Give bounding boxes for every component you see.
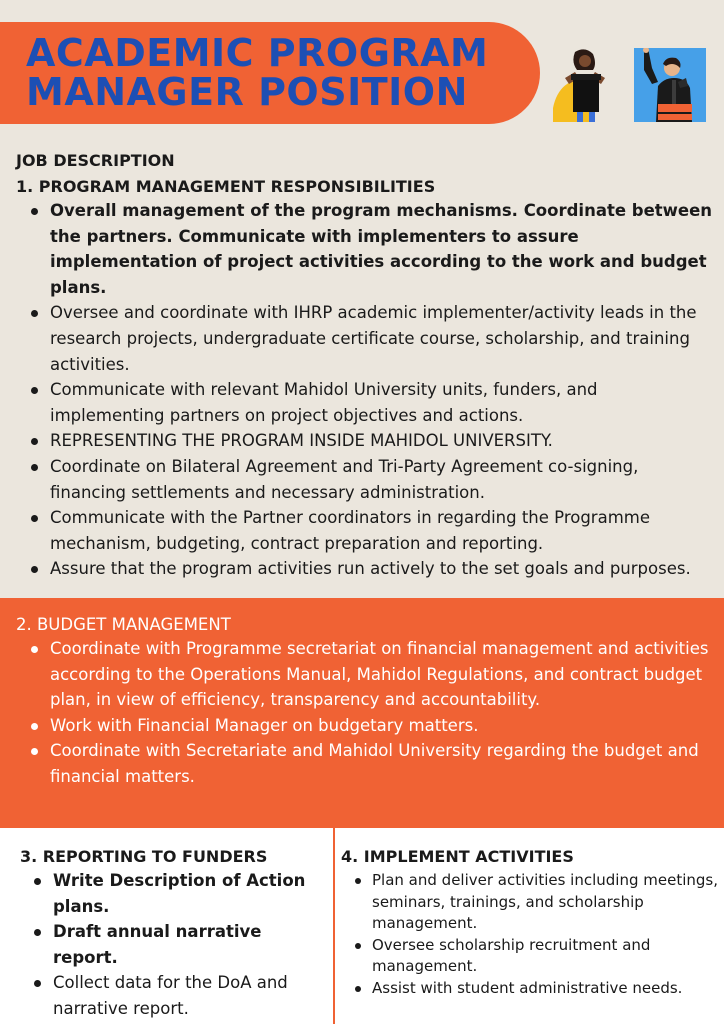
list-item: Oversee scholarship recruitment and management. bbox=[353, 935, 721, 978]
list-item: Coordinate with Programme secretariat on financial management and activities according to the Operations Manual, Mahidol Regulations, and contract budget plan, in view of efficiency, transparency and accountability. bbox=[29, 636, 724, 713]
title-line-2: MANAGER POSITION bbox=[26, 70, 468, 114]
title-line-1: ACADEMIC PROGRAM bbox=[26, 31, 489, 75]
section3-title: 3. REPORTING TO FUNDERS bbox=[20, 847, 268, 866]
section-reporting-to-funders bbox=[20, 846, 328, 1022]
list-item: Collect data for the DoA and narrative report. bbox=[32, 970, 328, 1021]
list-item: Work with Financial Manager on budgetary matters. bbox=[29, 713, 724, 739]
man-with-megaphone-icon bbox=[634, 48, 706, 122]
list-item: Assist with student administrative needs. bbox=[353, 978, 721, 1000]
list-item: REPRESENTING THE PROGRAM INSIDE MAHIDOL UNIVERSITY. bbox=[29, 428, 716, 454]
list-item: Communicate with the Partner coordinators in regarding the Programme mechanism, budgeting, contract preparation and reporting. bbox=[29, 505, 716, 556]
section4-title: 4. IMPLEMENT ACTIVITIES bbox=[341, 847, 574, 866]
list-item: Draft annual narrative report. bbox=[32, 919, 328, 970]
list-item: Assure that the program activities run actively to the set goals and purposes. bbox=[29, 556, 716, 582]
page-title bbox=[26, 31, 489, 114]
list-item: Oversee and coordinate with IHRP academic implementer/activity leads in the research projects, undergraduate certificate course, scholarship, and training activities. bbox=[29, 300, 716, 377]
list-item: Overall management of the program mechanisms. Coordinate between the partners. Communicate with implementers to assure implementation of project activities according to the work and budget plans. bbox=[29, 198, 716, 300]
job-description-heading: JOB DESCRIPTION bbox=[16, 151, 175, 170]
section2-list bbox=[29, 636, 724, 790]
section1-list bbox=[29, 198, 716, 582]
section4-list bbox=[353, 870, 721, 1000]
list-item: Communicate with relevant Mahidol University units, funders, and implementing partners on project objectives and actions. bbox=[29, 377, 716, 428]
bottom-columns bbox=[0, 828, 724, 1024]
section-budget-management bbox=[0, 598, 724, 828]
section3-list bbox=[32, 868, 328, 1022]
section2-title: 2. BUDGET MANAGEMENT bbox=[16, 615, 231, 634]
woman-holding-sign-icon bbox=[553, 48, 625, 122]
list-item: Write Description of Action plans. bbox=[32, 868, 328, 919]
list-item: Plan and deliver activities including meetings, seminars, trainings, and scholarship management. bbox=[353, 870, 721, 935]
section1-title: 1. PROGRAM MANAGEMENT RESPONSIBILITIES bbox=[16, 177, 436, 196]
column-divider bbox=[333, 828, 335, 1024]
section-program-management bbox=[16, 150, 716, 582]
section-implement-activities bbox=[341, 846, 721, 1000]
list-item: Coordinate with Secretariate and Mahidol University regarding the budget and financial matters. bbox=[29, 738, 724, 789]
list-item: Coordinate on Bilateral Agreement and Tri-Party Agreement co-signing, financing settlements and necessary administration. bbox=[29, 454, 716, 505]
